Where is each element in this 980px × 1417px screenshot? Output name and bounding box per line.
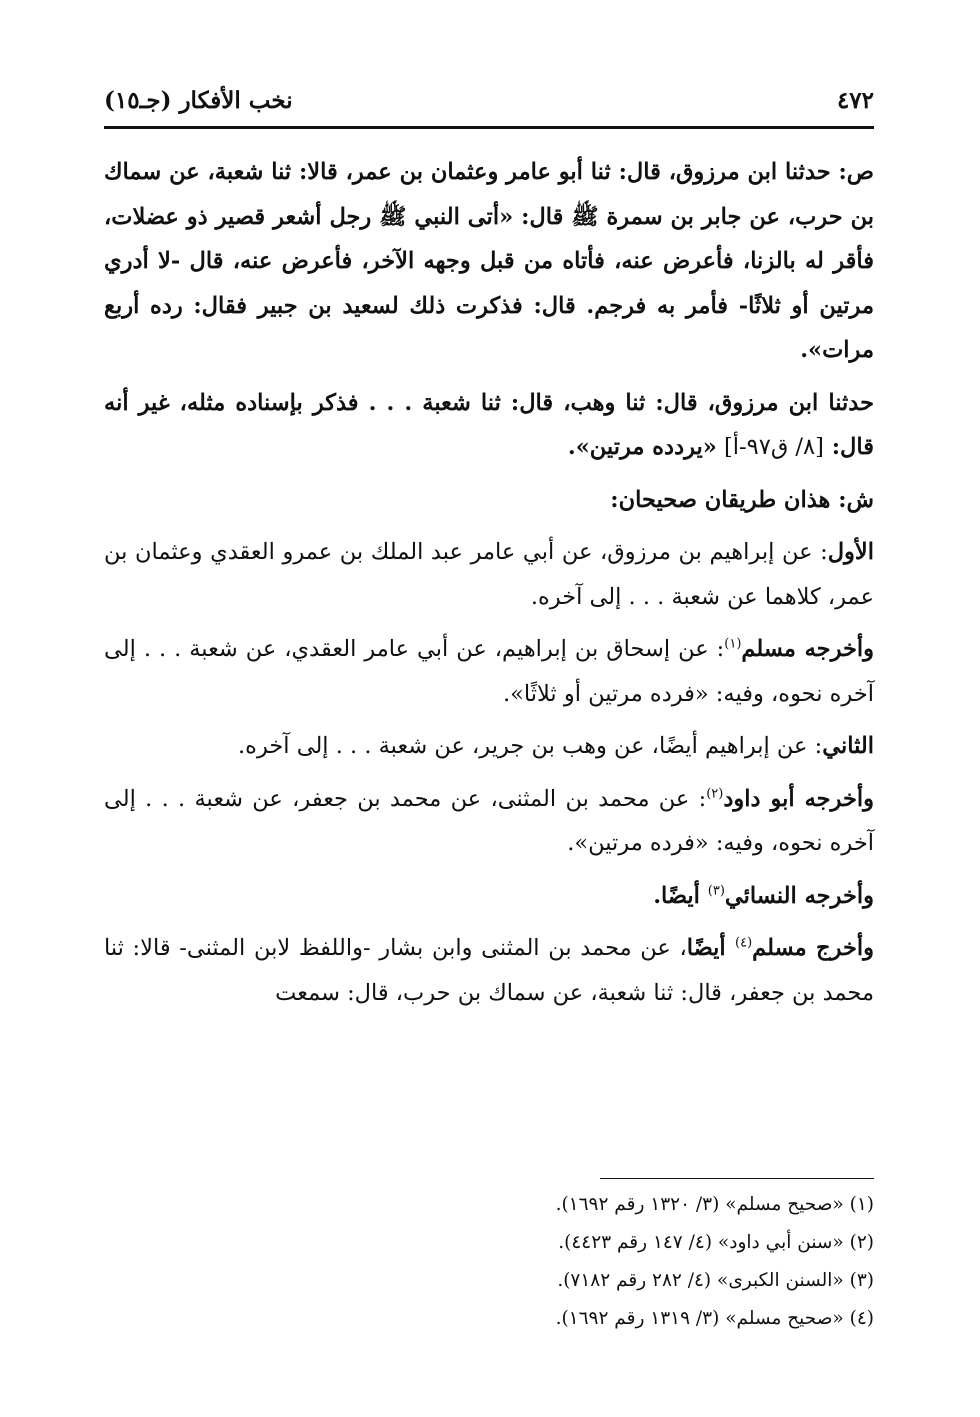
paragraph — [104, 478, 874, 523]
text-segment: : عن إبراهيم أيضًا، عن وهب بن جرير، عن شعبة . . . إلى آخره. — [238, 733, 823, 759]
text-segment: أيضًا. — [653, 882, 708, 909]
text-segment: وأخرجه مسلم — [741, 636, 875, 662]
main-text — [104, 150, 874, 1023]
footnote-rule — [600, 1178, 874, 1179]
text-segment: : عن إبراهيم بن مرزوق، عن أبي عامر عبد الملك بن عمرو العقدي وعثمان بن عمر، كلاهما عن شعبة . . . إلى آخره. — [104, 539, 874, 610]
header-rule — [104, 126, 874, 129]
page-number: ٤٧٢ — [836, 86, 874, 114]
text-segment: أيضًا — [686, 935, 735, 961]
paragraph — [104, 777, 874, 866]
book-title: نخب الأفكار (جـ١٥) — [104, 86, 293, 114]
footnote-1: (١) «صحيح مسلم» (٣/ ١٣٢٠ رقم ١٦٩٢). — [555, 1194, 874, 1215]
text-segment: الأول — [827, 539, 874, 565]
footnote-3: (٣) «السنن الكبرى» (٤/ ٢٨٢ رقم ٧١٨٢). — [557, 1270, 874, 1291]
text-segment: وأخرج مسلم — [752, 935, 874, 961]
paragraph — [104, 926, 874, 1015]
text-segment: «يردده مرتين». — [567, 434, 717, 460]
paragraph — [104, 724, 874, 769]
text-segment: ش: هذان طريقان صحيحان: — [610, 486, 874, 513]
paragraph — [104, 381, 874, 470]
footnote-4: (٤) «صحيح مسلم» (٣/ ١٣١٩ رقم ١٦٩٢). — [555, 1308, 874, 1329]
footnote-ref: (١) — [724, 636, 742, 652]
text-segment: : عن محمد بن المثنى، عن محمد بن جعفر، عن شعبة . . . إلى آخره نحوه، وفيه: «فرده مرتين». — [104, 785, 874, 856]
text-segment: الثاني — [822, 733, 874, 759]
paragraph — [104, 627, 874, 716]
running-header — [104, 80, 874, 120]
footnote-ref: (٤) — [735, 935, 753, 951]
text-segment: وأخرجه النسائي — [724, 882, 874, 909]
text-segment: وأخرجه أبو داود — [723, 785, 874, 812]
text-segment: ، عن محمد بن المثنى وابن بشار -واللفظ لابن المثنى- قالا: ثنا محمد بن جعفر، قال: ثنا شعبة، عن سماك بن حرب، قال: سمعت — [104, 935, 874, 1006]
text-segment: [٨/ ق٩٧-أ] — [716, 434, 824, 460]
text-segment: : عن إسحاق بن إبراهيم، عن أبي عامر العقدي، عن شعبة . . . إلى آخره نحوه، وفيه: «فرده مرتين أو ثلاثًا». — [104, 636, 874, 707]
text-segment: ص: حدثنا ابن مرزوق، قال: ثنا أبو عامر وعثمان بن عمر، قالا: ثنا شعبة، عن سماك بن حرب، عن جابر بن سمرة ﷺ قال: «أتى النبي ﷺ رجل أشعر قصير ذو عضلات، فأقر له بالزنا، فأعرض عنه، فأتاه من قبل وجهه الآخر، فأعرض عنه، قال -لا أدري مرتين أو ثلاثًا- فأمر به فرجم. قال: فذكرت ذلك لسعيد بن جبير فقال: رده أربع مرات». — [104, 159, 874, 363]
footnote-2: (٢) «سنن أبي داود» (٤/ ١٤٧ رقم ٤٤٢٣). — [558, 1232, 874, 1253]
paragraph — [104, 150, 874, 373]
footnotes — [104, 1186, 874, 1338]
footnote-ref: (٣) — [707, 883, 725, 898]
paragraph — [104, 530, 874, 619]
paragraph — [104, 874, 874, 919]
text-segment: حدثنا ابن مرزوق، قال: ثنا وهب، قال: ثنا شعبة . . . فذكر بإسناده مثله، غير أنه قال: — [104, 389, 874, 460]
footnote-ref: (٢) — [706, 786, 724, 801]
